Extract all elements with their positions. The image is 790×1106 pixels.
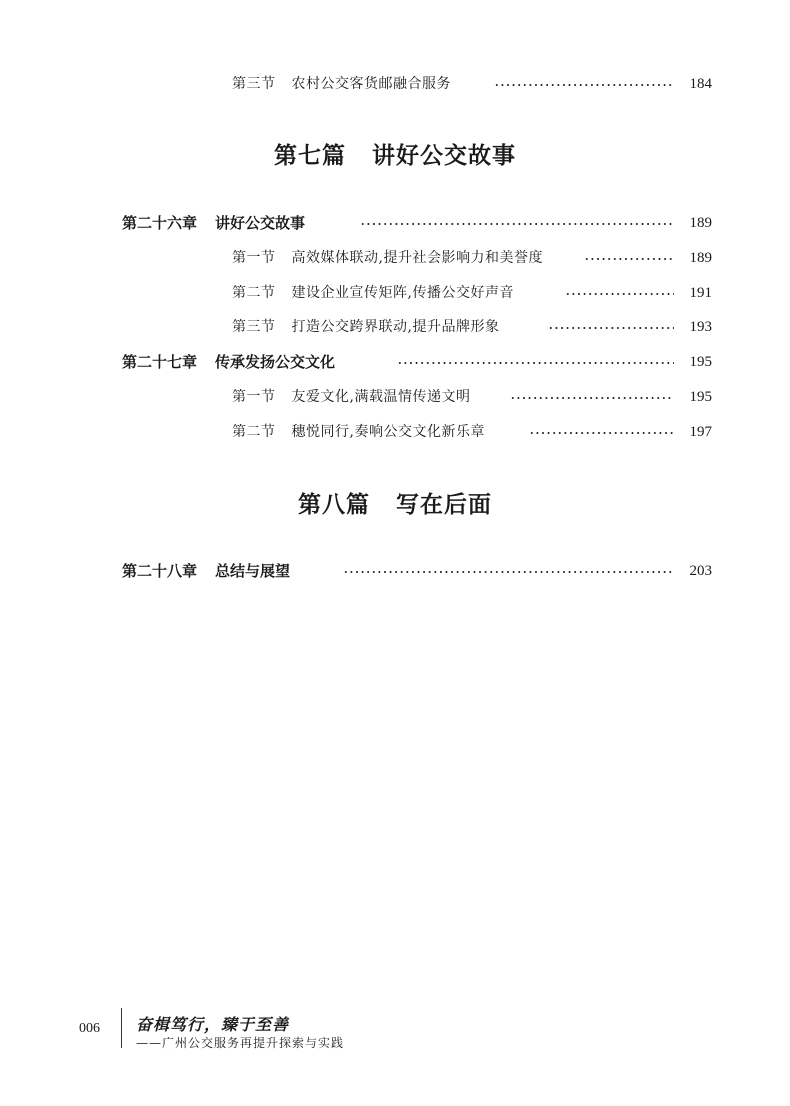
dot-leader <box>584 258 674 260</box>
page-number: 203 <box>689 563 712 579</box>
dot-leader <box>360 223 674 225</box>
section-title: 打造公交跨界联动,提升品牌形象 <box>291 319 500 335</box>
page-number: 193 <box>689 319 712 335</box>
toc-chapter-row[interactable] <box>0 556 790 586</box>
toc-section-label <box>232 382 470 412</box>
toc-section-row[interactable] <box>0 243 790 273</box>
toc-chapter-label <box>122 556 290 586</box>
toc-section-row[interactable] <box>0 69 790 99</box>
footer-page-number: 006 <box>79 1021 100 1036</box>
part-heading-7 <box>0 137 790 170</box>
dot-leader <box>548 327 674 329</box>
part-number: 第七篇 <box>274 142 346 169</box>
page-number: 184 <box>689 76 712 92</box>
chapter-number: 第二十八章 <box>122 562 198 580</box>
footer-book-subtitle: ——广州公交服务再提升探索与实践 <box>136 1036 345 1050</box>
dot-leader <box>494 84 674 86</box>
toc-section-row[interactable] <box>0 312 790 342</box>
dot-leader <box>397 362 674 364</box>
toc-chapter-row[interactable] <box>0 347 790 377</box>
toc-section-label <box>232 417 485 447</box>
dot-leader <box>529 432 674 434</box>
section-number: 第二节 <box>232 285 276 301</box>
section-title: 穗悦同行,奏响公交文化新乐章 <box>291 424 485 440</box>
page-number: 197 <box>689 424 712 440</box>
section-title: 高效媒体联动,提升社会影响力和美誉度 <box>291 250 543 266</box>
toc-section-label <box>232 278 514 308</box>
footer-book-title: 奋楫笃行，臻于至善 <box>136 1015 290 1034</box>
page-number: 191 <box>689 285 712 301</box>
toc-section-label <box>232 69 451 99</box>
dot-leader <box>510 397 674 399</box>
chapter-title: 传承发扬公交文化 <box>215 353 336 371</box>
part-heading-8 <box>0 486 790 519</box>
section-title: 建设企业宣传矩阵,传播公交好声音 <box>291 285 514 301</box>
toc-section-row[interactable] <box>0 278 790 308</box>
footer-divider <box>121 1008 122 1048</box>
part-title: 讲好公交故事 <box>372 142 516 169</box>
toc-section-row[interactable] <box>0 417 790 447</box>
section-number: 第一节 <box>232 389 276 405</box>
section-number: 第一节 <box>232 250 276 266</box>
section-title: 农村公交客货邮融合服务 <box>291 76 451 92</box>
chapter-number: 第二十七章 <box>122 353 198 371</box>
page-number: 195 <box>689 354 712 370</box>
toc-chapter-label <box>122 208 305 238</box>
part-title: 写在后面 <box>396 491 492 518</box>
toc-chapter-row[interactable] <box>0 208 790 238</box>
section-number: 第二节 <box>232 424 276 440</box>
toc-section-row[interactable] <box>0 382 790 412</box>
toc-section-label <box>232 243 543 273</box>
toc-chapter-label <box>122 347 335 377</box>
chapter-title: 总结与展望 <box>215 562 291 580</box>
section-number: 第三节 <box>232 76 276 92</box>
dot-leader <box>343 571 674 573</box>
page-number: 189 <box>689 250 712 266</box>
page-number: 195 <box>689 389 712 405</box>
section-title: 友爱文化,满载温情传递文明 <box>291 389 471 405</box>
dot-leader <box>565 293 674 295</box>
chapter-title: 讲好公交故事 <box>215 214 306 232</box>
part-number: 第八篇 <box>298 491 370 518</box>
toc-section-label <box>232 312 499 342</box>
chapter-number: 第二十六章 <box>122 214 198 232</box>
page-number: 189 <box>689 215 712 231</box>
section-number: 第三节 <box>232 319 276 335</box>
